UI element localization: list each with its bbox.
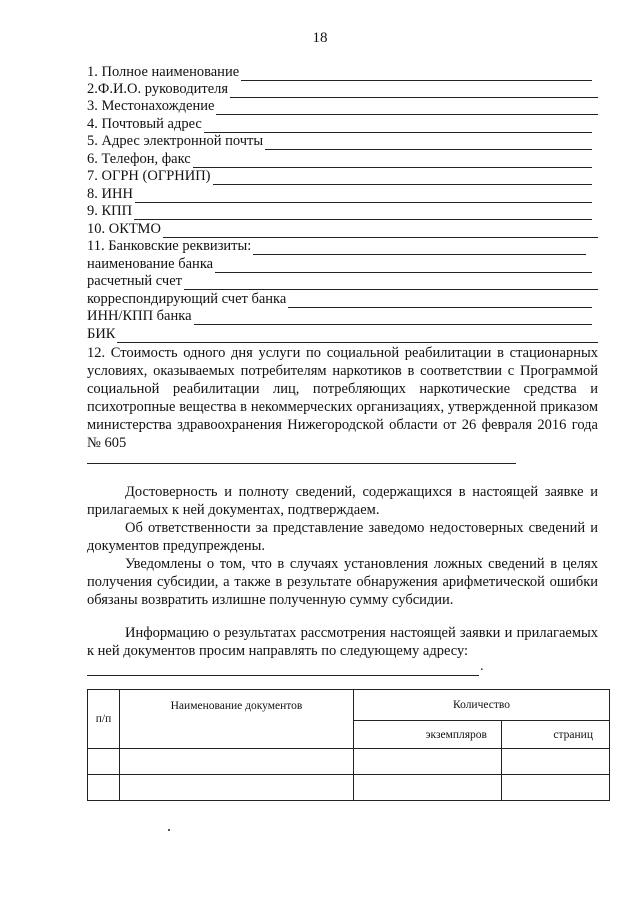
col-copies-header: экземпляров [354, 721, 502, 749]
table-cell [502, 775, 610, 801]
field-label: 2.Ф.И.О. руководителя [87, 81, 229, 97]
field-label: 5. Адрес электронной почты [87, 133, 264, 149]
paragraph-confirmation: Достоверность и полноту сведений, содержащихся в настоящей заявке и прилагаемых к ней документах, подтверждаем. [87, 484, 598, 518]
fill-line [265, 135, 592, 150]
field-full-name [87, 64, 592, 81]
fill-line [87, 675, 479, 676]
table-cell [88, 749, 120, 775]
scan-speck [168, 829, 170, 831]
fill-line [253, 240, 586, 255]
address-period: . [480, 659, 484, 674]
fill-line [215, 258, 592, 273]
field-label: 9. КПП [87, 203, 133, 219]
field-ogrn [87, 168, 592, 185]
col-number-header: п/п [88, 690, 120, 749]
paragraph-notification: Уведомлены о том, что в случаях установления ложных сведений в целях получения субсидии, а также в результате обнаружения арифметической ошибки обязаны возвратить излишне полученную сумму субсидии. [87, 556, 598, 608]
fill-line [213, 170, 592, 185]
field-kpp [87, 203, 592, 220]
fill-line [241, 66, 592, 81]
fill-line [204, 118, 592, 133]
col-pages-header: страниц [502, 721, 610, 749]
field-label: 1. Полное наименование [87, 64, 240, 80]
table-row [88, 749, 610, 775]
field-label: 11. Банковские реквизиты: [87, 238, 252, 254]
field-director [87, 81, 598, 98]
field-corr-account [87, 291, 592, 308]
field-label: корреспондирующий счет банка [87, 291, 287, 307]
field-postal-address [87, 116, 592, 133]
field-inn [87, 186, 592, 203]
item-12-cost: 12. Стоимость одного дня услуги по социальной реабилитации в стационарных условиях, оказываемых потребителям наркотиков в соответствии с Программой социальной реабилитации лиц, потребляющих наркотические средства и психотропные вещества в некоммерческих организациях, утвержденной приказом министерства здравоохранения Нижегородской области от 26 февраля 2016 года № 605 [87, 345, 598, 451]
field-label: БИК [87, 326, 116, 342]
paragraph-responsibility: Об ответственности за представление заведомо недостоверных сведений и документов предупреждены. [87, 520, 598, 554]
table-cell [502, 749, 610, 775]
field-label: 7. ОГРН (ОГРНИП) [87, 168, 211, 184]
field-bank-inn-kpp [87, 308, 592, 325]
fill-line [117, 328, 598, 343]
fill-line [135, 188, 592, 203]
fill-line [230, 83, 598, 98]
field-email [87, 133, 592, 150]
page-number: 18 [312, 30, 328, 46]
field-label: 10. ОКТМО [87, 221, 161, 237]
fill-line [184, 275, 598, 290]
field-bank-name [87, 256, 592, 273]
table-row [88, 775, 610, 801]
table-cell [120, 749, 354, 775]
fill-line [87, 463, 516, 464]
col-quantity-header: Количество [354, 690, 610, 721]
table-cell [120, 775, 354, 801]
fill-line [216, 100, 598, 115]
field-label: 4. Почтовый адрес [87, 116, 202, 132]
field-label: 8. ИНН [87, 186, 133, 202]
fill-line [193, 153, 592, 168]
col-documents-header: Наименование документов [120, 690, 354, 749]
field-bik [87, 326, 598, 343]
fill-line [163, 223, 598, 238]
fill-line [134, 205, 592, 220]
table-cell [354, 775, 502, 801]
paragraph-address-request: Информацию о результатах рассмотрения настоящей заявки и прилагаемых к ней документов просим направлять по следующему адресу: [87, 625, 598, 659]
table-cell [88, 775, 120, 801]
field-account [87, 273, 598, 290]
fill-line [288, 293, 592, 308]
field-oktmo [87, 221, 598, 238]
fill-line [194, 310, 592, 325]
field-label: наименование банка [87, 256, 214, 272]
field-label: ИНН/КПП банка [87, 308, 192, 324]
field-location [87, 98, 598, 115]
field-phone-fax [87, 151, 592, 168]
field-label: 6. Телефон, факс [87, 151, 191, 167]
documents-table [87, 689, 610, 801]
field-label: расчетный счет [87, 273, 182, 289]
field-bank-details [87, 238, 586, 255]
field-label: 3. Местонахождение [87, 98, 215, 114]
table-cell [354, 749, 502, 775]
